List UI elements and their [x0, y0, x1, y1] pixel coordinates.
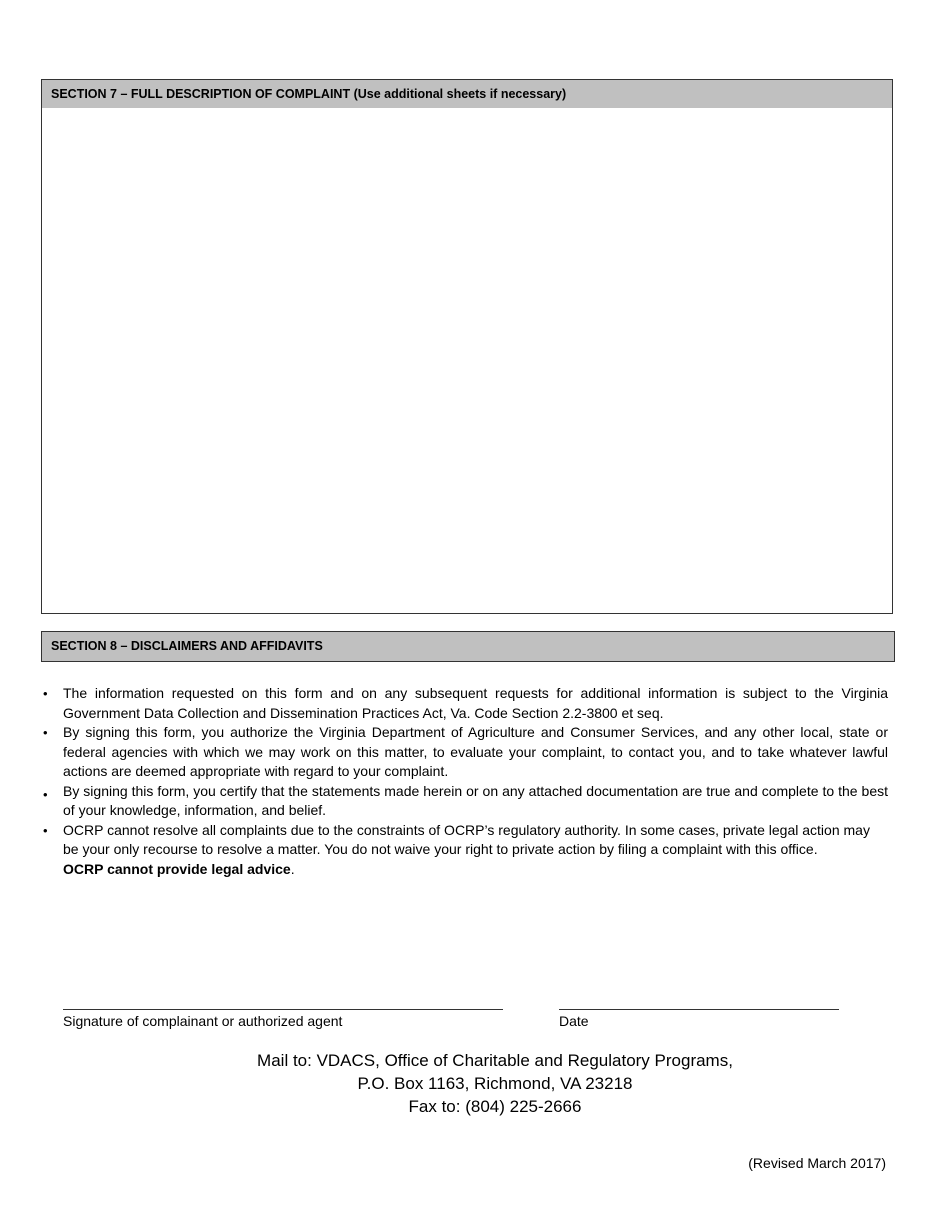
signature-line[interactable]	[63, 1009, 503, 1010]
bullet-icon: •	[43, 686, 48, 701]
bullet-icon: •	[43, 822, 48, 838]
mail-address-line-1: Mail to: VDACS, Office of Charitable and Regulatory Programs,	[257, 1051, 733, 1070]
date-label: Date	[559, 1013, 589, 1029]
disclaimer-list	[38, 684, 888, 879]
disclaimer-text: The information requested on this form and on any subsequent requests for additional information is subject to the Virginia Government Data Collection and Dissemination Practices Act, Va. Code Section 2.2-3800 et seq.	[63, 685, 888, 721]
mailing-info	[0, 1049, 950, 1118]
revision-date: (Revised March 2017)	[748, 1155, 886, 1171]
signature-label: Signature of complainant or authorized agent	[63, 1013, 343, 1029]
date-line[interactable]	[559, 1009, 839, 1010]
disclaimer-item	[38, 723, 888, 782]
fax-line: Fax to: (804) 225-2666	[408, 1097, 582, 1116]
disclaimer-text: OCRP cannot resolve all complaints due to the constraints of OCRP’s regulatory authority. In some cases, private legal action may be your only recourse to resolve a matter. You do not waive your right to private action by filing a complaint with this office.	[63, 821, 870, 857]
legal-advice-period: .	[290, 860, 295, 877]
disclaimer-text: By signing this form, you authorize the Virginia Department of Agriculture and Consumer Services, and any other local, state or federal agencies with which we may work on this matter, to evaluate your complaint, to contact you, and to take whatever lawful actions are deemed appropriate with regard to your complaint.	[63, 724, 888, 779]
disclaimer-item	[38, 821, 888, 880]
mail-address-line-2: P.O. Box 1163, Richmond, VA 23218	[357, 1074, 633, 1093]
disclaimer-item	[38, 684, 888, 723]
disclaimer-text: By signing this form, you certify that the statements made herein or on any attached documentation are true and complete to the best of your knowledge, information, and belief.	[63, 782, 888, 818]
legal-advice-notice: OCRP cannot provide legal advice	[63, 860, 291, 877]
complaint-description-field[interactable]	[41, 108, 893, 614]
bullet-icon: •	[43, 725, 48, 740]
section-7-header: SECTION 7 – FULL DESCRIPTION OF COMPLAINT (Use additional sheets if necessary)	[41, 79, 893, 109]
section-8-header: SECTION 8 – DISCLAIMERS AND AFFIDAVITS	[41, 631, 895, 662]
bullet-icon: •	[43, 786, 48, 802]
disclaimer-item	[38, 782, 888, 821]
